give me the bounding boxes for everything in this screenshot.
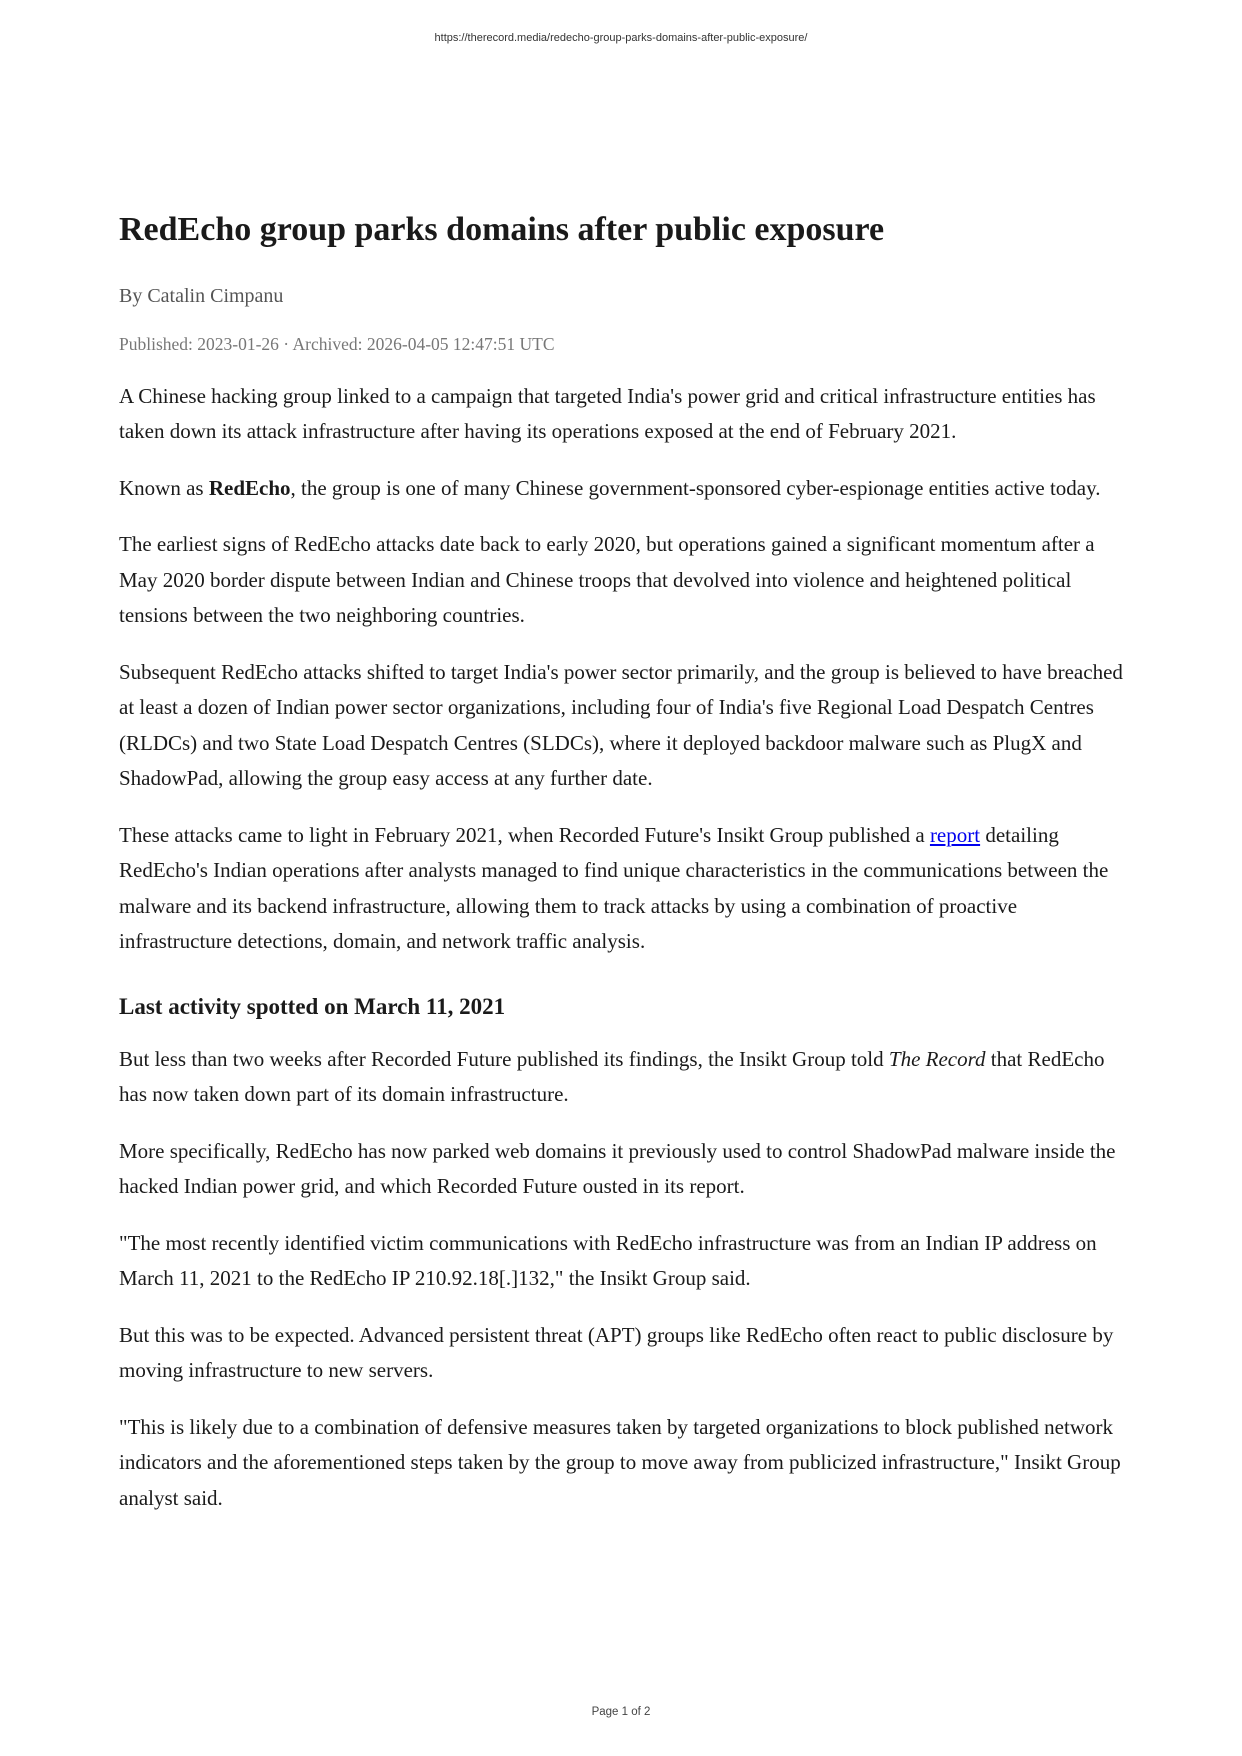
paragraph: The earliest signs of RedEcho attacks date back to early 2020, but operations gained a significant momentum after a May 2020 border dispute between Indian and Chinese troops that devolved into violence and heightened political tensions between the two neighboring countries. [119,532,1095,628]
section-heading: Last activity spotted on March 11, 2021 [119,993,506,1019]
paragraph: "This is likely due to a combination of defensive measures taken by targeted organizations to block published network indicators and the aforementioned steps taken by the group to move away from publicized infrastructure," Insikt Group analyst said. [119,1414,1121,1510]
text: Known as [119,475,209,500]
paragraph: More specifically, RedEcho has now parked web domains it previously used to control ShadowPad malware inside the hacked Indian power grid, and which Recorded Future ousted in its report. [119,1138,1116,1199]
paragraph [119,471,1129,507]
text: , the group is one of many Chinese government-sponsored cyber-espionage entities active today. [290,475,1101,500]
article [119,210,1129,1537]
paragraph: "The most recently identified victim communications with RedEcho infrastructure was from an Indian IP address on March 11, 2021 to the RedEcho IP 210.92.18[.]132," the Insikt Group said. [119,1230,1097,1291]
byline: By Catalin Cimpanu [119,284,284,307]
article-title: RedEcho group parks domains after public exposure [119,211,885,248]
italic-text: The Record [888,1046,986,1071]
paragraph [119,818,1129,960]
paragraph [119,1042,1129,1113]
page-number: Page 1 of 2 [591,1706,651,1718]
text: detailing RedEcho's Indian operations after analysts managed to find unique characteristics in the communications between the malware and its backend infrastructure, allowing them to track attacks by using a combination of proactive infrastructure detections, domain, and network traffic analysis. [119,822,1109,954]
paragraph: Subsequent RedEcho attacks shifted to target India's power sector primarily, and the group is believed to have breached at least a dozen of Indian power sector organizations, including four of India's five Regional Load Despatch Centres (RLDCs) and two State Load Despatch Centres (SLDCs), where it deployed backdoor malware such as PlugX and ShadowPad, allowing the group easy access at any further date. [119,659,1123,791]
page-url: https://therecord.media/redecho-group-parks-domains-after-public-exposure/ [434,32,808,44]
paragraph: But this was to be expected. Advanced persistent threat (APT) groups like RedEcho often react to public disclosure by moving infrastructure to new servers. [119,1322,1114,1383]
report-link[interactable]: report [929,822,981,847]
text: These attacks came to light in February 2021, when Recorded Future's Insikt Group published a [119,822,930,847]
text: that RedEcho has now taken down part of its domain infrastructure. [119,1046,1105,1107]
publish-meta: Published: 2023-01-26 · Archived: 2026-04-05 12:47:51 UTC [119,333,555,354]
bold-text: RedEcho [208,475,291,500]
text: But less than two weeks after Recorded Future published its findings, the Insikt Group told [119,1046,889,1071]
paragraph: A Chinese hacking group linked to a campaign that targeted India's power grid and critical infrastructure entities has taken down its attack infrastructure after having its operations exposed at the end of February 2021. [119,383,1096,444]
